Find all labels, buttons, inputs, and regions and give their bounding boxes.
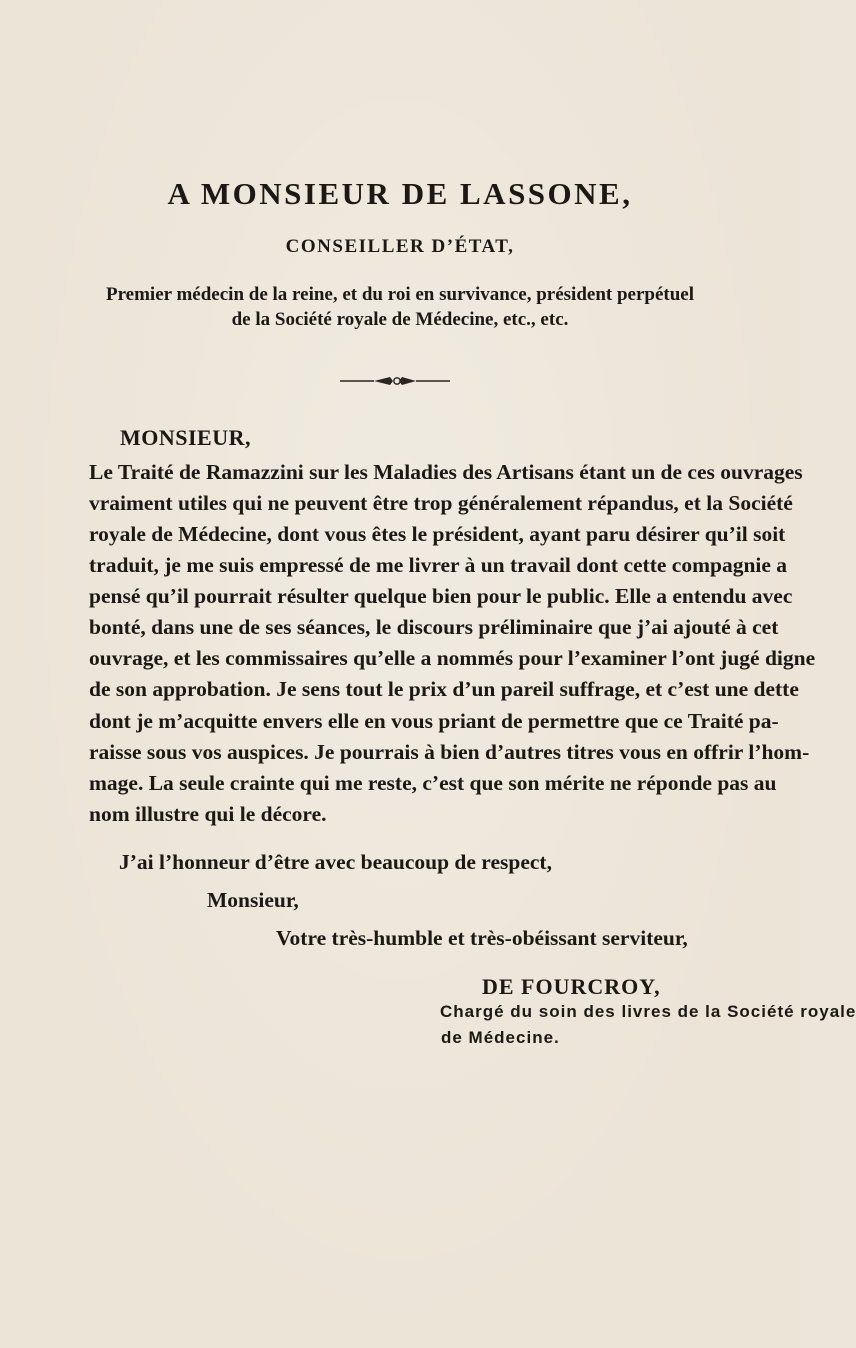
body-line: Le Traité de Ramazzini sur les Maladies des Artisans étant un de ces ouvrages (89, 460, 803, 484)
body-line: de son approbation. Je sens tout le prix d’un pareil suffrage, et c’est une dette (89, 677, 799, 701)
body-line: nom illustre qui le décore. (89, 802, 327, 826)
dedication-title: A MONSIEUR DE LASSONE, (167, 176, 633, 211)
affiliation-line: de Médecine. (441, 1028, 560, 1047)
body-line: raisse sous vos auspices. Je pourrais à bien d’autres titres vous en offrir l’hom- (89, 740, 810, 764)
body-line: royale de Médecine, dont vous êtes le président, ayant paru désirer qu’il soit (89, 522, 786, 546)
body-line: dont je m’acquitte envers elle en vous priant de permettre que ce Traité pa- (89, 709, 779, 733)
closing-line: Monsieur, (207, 888, 299, 912)
closing-line: Votre très-humble et très-obéissant serviteur, (276, 926, 688, 950)
affiliation-line: Chargé du soin des livres de la Société royale (440, 1002, 856, 1021)
body-line: vraiment utiles qui ne peuvent être trop généralement répandus, et la Société (89, 491, 793, 515)
body-line: traduit, je me suis empressé de me livrer à un travail dont cette compagnie a (89, 553, 788, 577)
ornament-divider-icon (340, 374, 450, 388)
salutation: MONSIEUR, (120, 425, 252, 450)
body-line: ouvrage, et les commissaires qu’elle a nommés pour l’examiner l’ont jugé digne (89, 646, 816, 670)
dedication-description-line: Premier médecin de la reine, et du roi en survivance, président perpétuel (105, 284, 695, 305)
body-line: bonté, dans une de ses séances, le discours préliminaire que j’ai ajouté à cet (89, 615, 779, 639)
signature: DE FOURCROY, (482, 974, 661, 999)
body-line: pensé qu’il pourrait résulter quelque bien pour le public. Elle a entendu avec (89, 584, 793, 608)
dedication-description-line: de la Société royale de Médecine, etc., etc. (231, 309, 569, 330)
dedication-subtitle: CONSEILLER D’ÉTAT, (285, 236, 515, 257)
body-line: mage. La seule crainte qui me reste, c’est que son mérite ne réponde pas au (89, 771, 777, 795)
closing-line: J’ai l’honneur d’être avec beaucoup de respect, (119, 850, 552, 874)
